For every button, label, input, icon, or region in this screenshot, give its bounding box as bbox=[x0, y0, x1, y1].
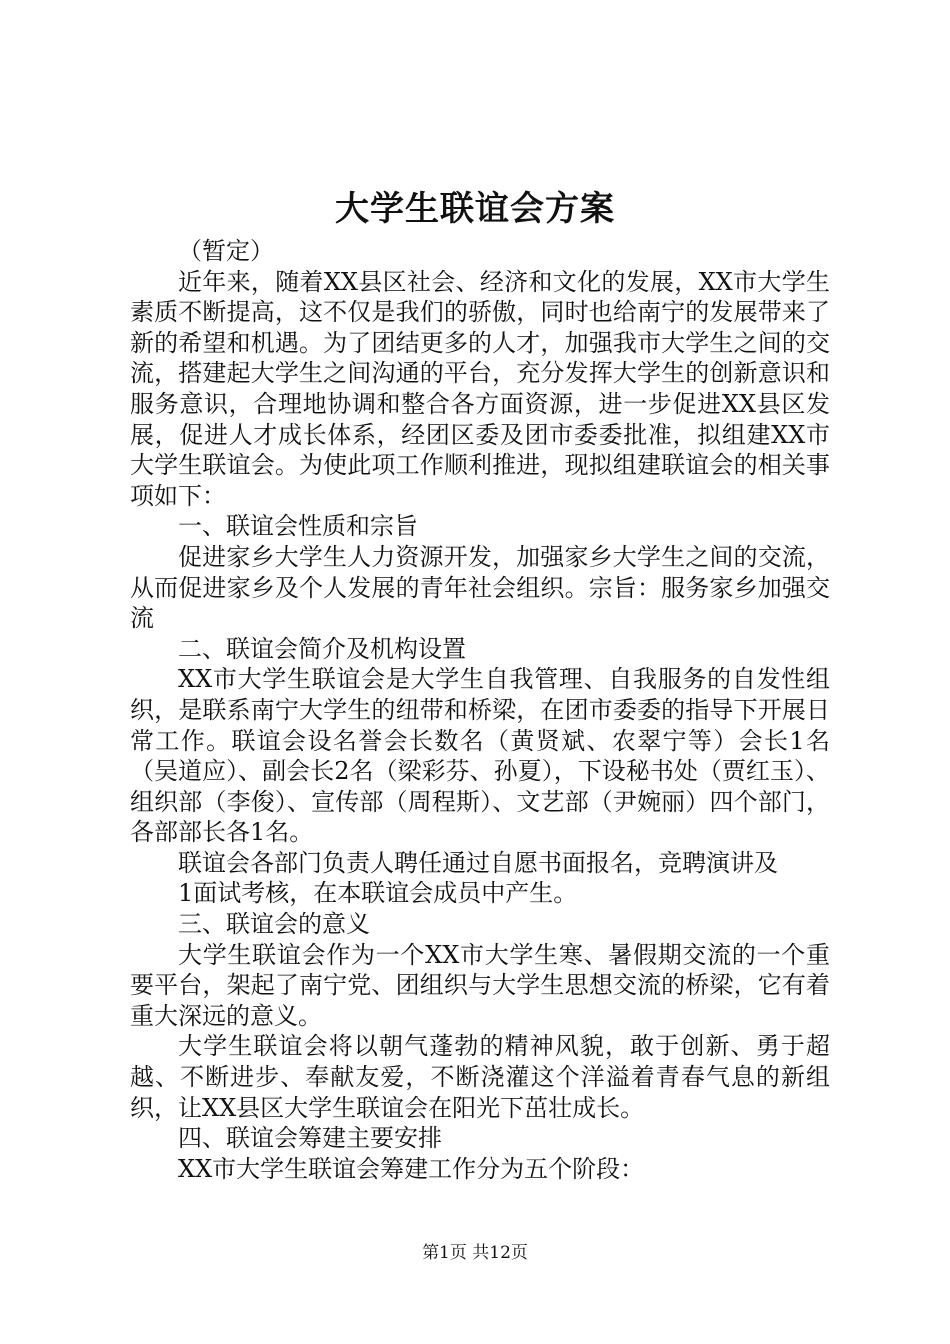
paragraph-nature-purpose: 促进家乡大学生人力资源开发，加强家乡大学生之间的交流，从而促进家乡及个人发展的青年社会组织。宗旨：服务家乡加强交流 bbox=[130, 542, 830, 633]
paragraph-recruitment: 联谊会各部门负责人聘任通过自愿书面报名，竞聘演讲及 bbox=[178, 848, 778, 877]
paragraph-recruitment-continued: 1面试考核，在本联谊会成员中产生。 bbox=[178, 879, 578, 908]
paragraph-provisional-note: （暂定） bbox=[178, 237, 274, 265]
section-heading-nature-purpose: 一、联谊会性质和宗旨 bbox=[178, 512, 418, 541]
section-heading-organization: 二、联谊会简介及机构设置 bbox=[178, 634, 466, 663]
section-heading-significance: 三、联谊会的意义 bbox=[178, 910, 370, 939]
section-heading-arrangements: 四、联谊会筹建主要安排 bbox=[178, 1124, 442, 1153]
page-number-footer: 第1页 共12页 bbox=[422, 1243, 528, 1263]
document-title: 大学生联谊会方案 bbox=[335, 189, 615, 229]
paragraph-arrangements: XX市大学生联谊会筹建工作分为五个阶段： bbox=[178, 1154, 645, 1183]
paragraph-organization: XX市大学生联谊会是大学生自我管理、自我服务的自发性组织，是联系南宁大学生的纽带和桥梁，在团市委委的指导下开展日常工作。联谊会设名誉会长数名（黄贤斌、农翠宁等）会长1名（吴道应）、副会长2名（梁彩芬、孙夏），下设秘书处（贾红玉）、组织部（李俊）、宣传部（周程斯）、文艺部（尹婉丽）四个部门，各部部长各1名。 bbox=[130, 665, 830, 847]
paragraph-significance: 大学生联谊会作为一个XX市大学生寒、暑假期交流的一个重要平台，架起了南宁党、团组织与大学生思想交流的桥梁，它有着重大深远的意义。 bbox=[130, 940, 830, 1030]
paragraph-vision: 大学生联谊会将以朝气蓬勃的精神风貌，敢于创新、勇于超越、不断进步、奉献友爱，不断浇灌这个洋溢着青春气息的新组织，让XX县区大学生联谊会在阳光下茁壮成长。 bbox=[130, 1032, 830, 1122]
paragraph-introduction: 近年来，随着XX县区社会、经济和文化的发展，XX市大学生素质不断提高，这不仅是我们的骄傲，同时也给南宁的发展带来了新的希望和机遇。为了团结更多的人才，加强我市大学生之间的交流，搭建起大学生之间沟通的平台，充分发挥大学生的创新意识和服务意识，合理地协调和整合各方面资源，进一步促进XX县区发展，促进人才成长体系，经团区委及团市委委批准，拟组建XX市大学生联谊会。为使此项工作顺利推进，现拟组建联谊会的相关事项如下： bbox=[130, 267, 830, 510]
document-body bbox=[130, 236, 830, 1184]
